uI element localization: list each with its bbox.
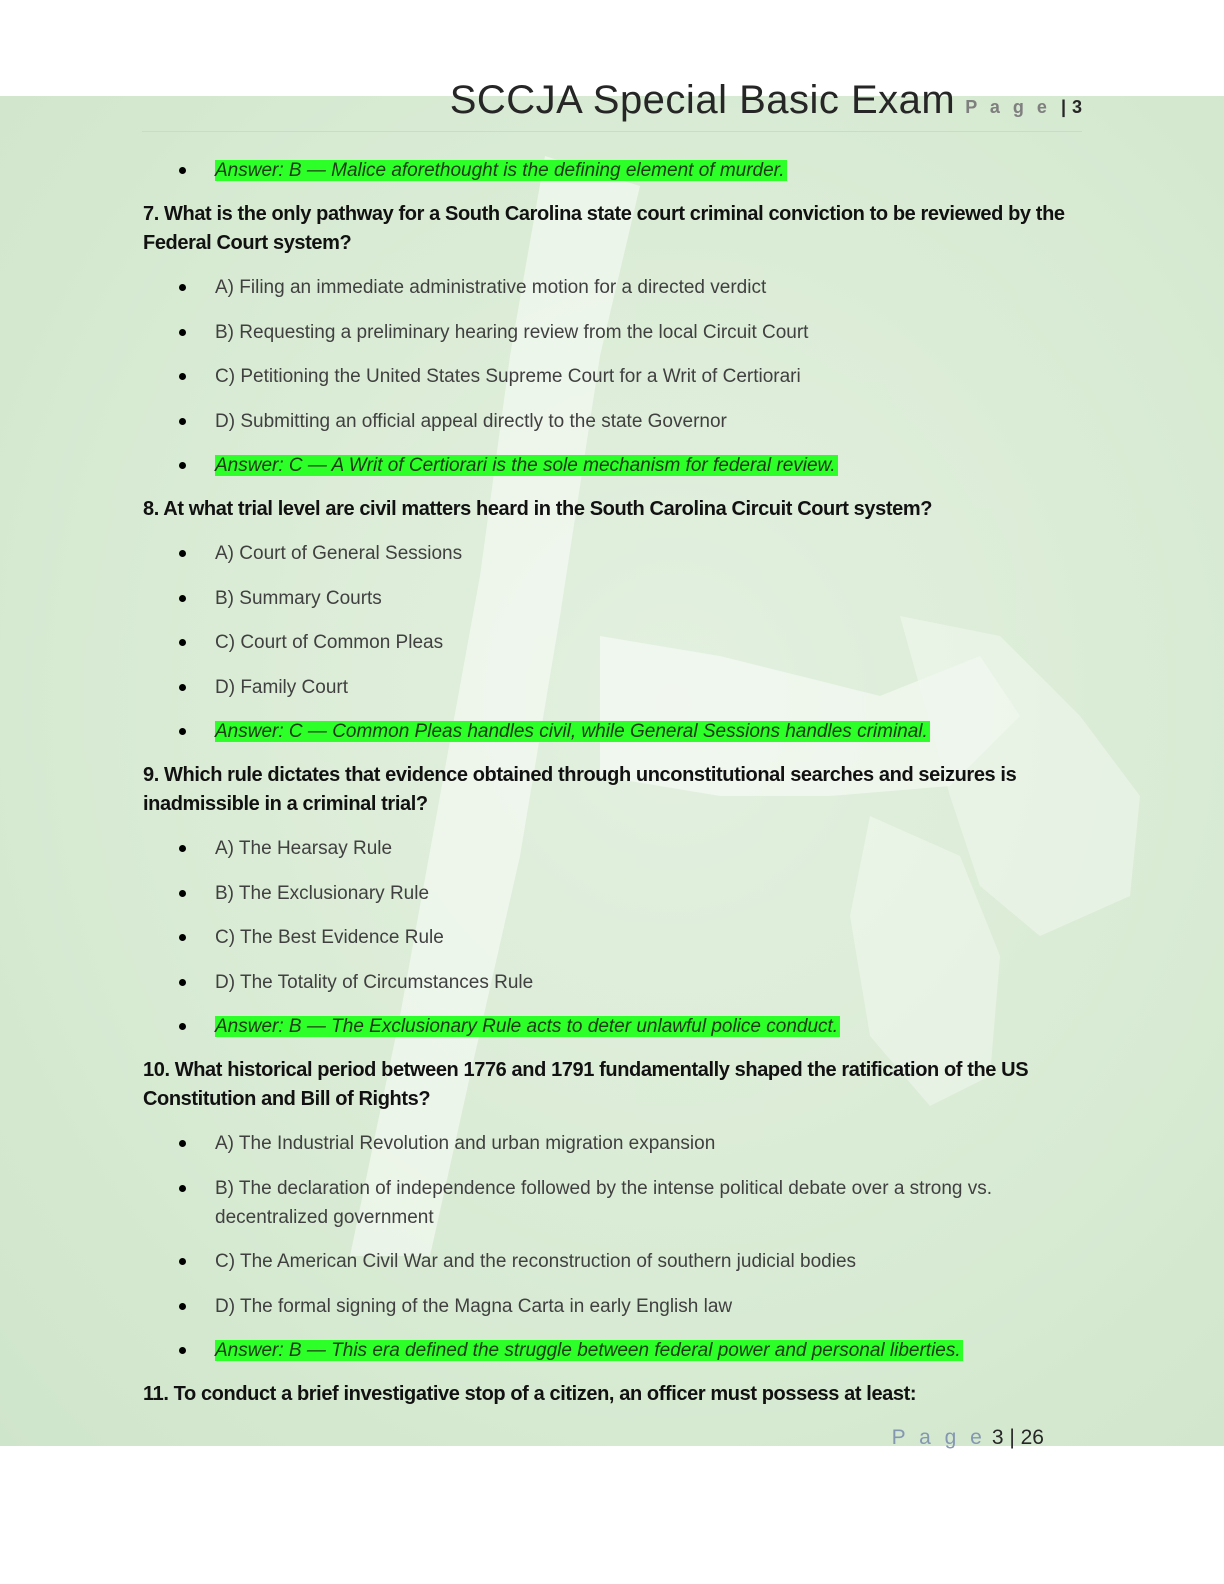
answer-text: Answer: B — Malice aforethought is the defining element of murder. [215, 160, 785, 181]
bullet-icon [179, 684, 186, 691]
page-header [450, 78, 1082, 132]
option-text: A) The Hearsay Rule [215, 838, 393, 859]
option-text: C) Court of Common Pleas [215, 632, 444, 653]
question-8: 8. At what trial level are civil matters heard in the South Carolina Circuit Court system? [143, 498, 933, 520]
option-text: D) The Totality of Circumstances Rule [215, 971, 534, 993]
header-page-label: P a g e [965, 97, 1051, 117]
page-footer [892, 1426, 1044, 1450]
option-item [143, 1292, 1083, 1321]
bullet-icon [179, 1303, 186, 1310]
bullet-icon [179, 284, 186, 291]
answer-text: Answer: C — Common Pleas handles civil, while General Sessions handles criminal. [215, 721, 928, 742]
answer-text: Answer: C — A Writ of Certiorari is the sole mechanism for federal review. [215, 455, 836, 476]
bullet-icon [179, 167, 186, 174]
option-text: B) Requesting a preliminary hearing review from the local Circuit Court [215, 321, 809, 343]
answer-line [143, 1336, 1083, 1365]
bullet-icon [179, 890, 186, 897]
option-item [143, 834, 1083, 863]
option-item [143, 407, 1083, 436]
header-divider [142, 131, 1082, 132]
bullet-icon [179, 373, 186, 380]
option-item [143, 584, 1083, 613]
option-item [143, 318, 1083, 347]
option-item [143, 1129, 1083, 1158]
option-text: B) Summary Courts [215, 587, 382, 609]
bullet-icon [179, 934, 186, 941]
header-separator: | [1060, 97, 1066, 117]
answer-line [143, 1012, 1083, 1041]
option-text: A) Filing an immediate administrative motion for a directed verdict [215, 277, 767, 298]
header-page-number: 3 [1071, 97, 1082, 117]
footer-page-label: P a g e [891, 1426, 986, 1449]
bullet-icon [179, 329, 186, 336]
option-item [143, 673, 1083, 702]
bullet-icon [179, 1185, 186, 1192]
option-text: C) The American Civil War and the reconstruction of southern judicial bodies [215, 1251, 857, 1272]
answer-text: Answer: B — The Exclusionary Rule acts to deter unlawful police conduct. [215, 1016, 839, 1037]
option-item [143, 968, 1083, 997]
bullet-icon [179, 639, 186, 646]
document-title: SCCJA Special Basic Exam [449, 78, 956, 122]
bullet-icon [179, 462, 186, 469]
option-item [143, 362, 1083, 391]
bullet-icon [179, 550, 186, 557]
bullet-icon [179, 1347, 186, 1354]
answer-line [143, 451, 1083, 480]
option-item [143, 539, 1083, 568]
exam-content [143, 156, 1083, 1424]
option-text: A) Court of General Sessions [215, 543, 463, 564]
question-10: 10. What historical period between 1776 and 1791 fundamentally shaped the ratification of the US Constitution and Bill of Rights? [143, 1059, 1029, 1110]
question-9: 9. Which rule dictates that evidence obtained through unconstitutional searches and seizures is inadmissible in a criminal trial? [143, 764, 1017, 815]
footer-page-number: 3 | 26 [991, 1426, 1044, 1449]
option-text: D) The formal signing of the Magna Carta in early English law [215, 1295, 733, 1317]
option-text: D) Family Court [215, 676, 349, 698]
option-text: D) Submitting an official appeal directly to the state Governor [215, 410, 727, 432]
bullet-icon [179, 1023, 186, 1030]
option-text: B) The declaration of independence followed by the intense political debate over a strong vs. decentralized government [215, 1177, 993, 1228]
bullet-icon [179, 728, 186, 735]
option-item [143, 1174, 1083, 1232]
answer-line [143, 717, 1083, 746]
bullet-icon [179, 1258, 186, 1265]
option-item [143, 1247, 1083, 1276]
bullet-icon [179, 595, 186, 602]
option-text: C) Petitioning the United States Supreme Court for a Writ of Certiorari [215, 366, 801, 387]
option-item [143, 879, 1083, 908]
question-11: 11. To conduct a brief investigative stop of a citizen, an officer must possess at least: [143, 1383, 917, 1405]
option-text: A) The Industrial Revolution and urban migration expansion [215, 1133, 716, 1154]
bullet-icon [179, 1140, 186, 1147]
bullet-icon [179, 845, 186, 852]
option-text: B) The Exclusionary Rule [215, 882, 430, 904]
bullet-icon [179, 418, 186, 425]
option-item [143, 923, 1083, 952]
bullet-icon [179, 979, 186, 986]
answer-line [143, 156, 1083, 185]
question-7: 7. What is the only pathway for a South Carolina state court criminal conviction to be reviewed by the Federal Court system? [143, 203, 1065, 254]
option-item [143, 273, 1083, 302]
answer-text: Answer: B — This era defined the struggle between federal power and personal liberties. [215, 1340, 961, 1361]
option-item [143, 628, 1083, 657]
option-text: C) The Best Evidence Rule [215, 927, 444, 948]
